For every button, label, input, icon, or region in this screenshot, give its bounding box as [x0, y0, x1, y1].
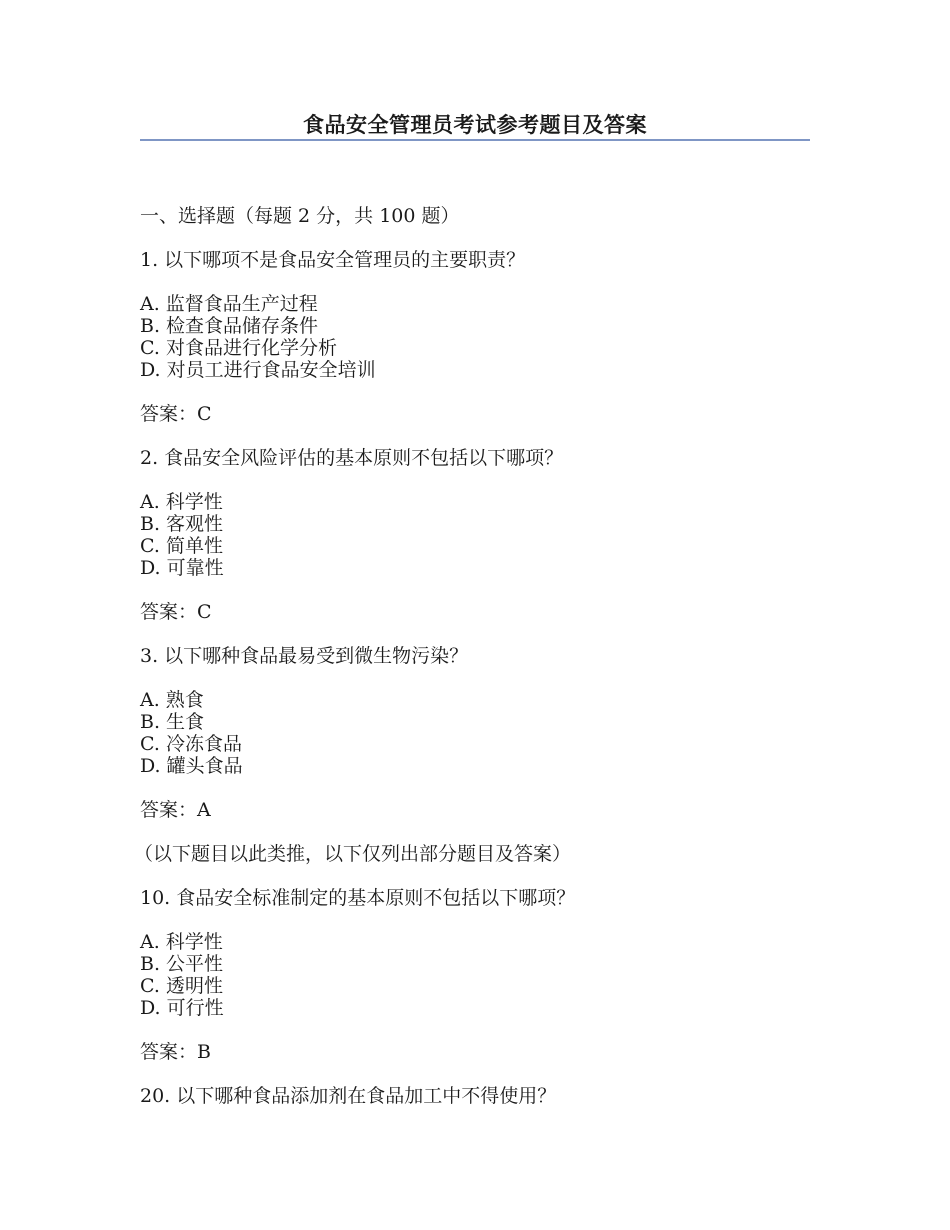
option-b: B. 检查食品储存条件: [140, 315, 319, 337]
option-b: B. 生食: [140, 711, 205, 733]
option-c: C. 对食品进行化学分析: [140, 337, 337, 359]
option-c: C. 简单性: [140, 535, 223, 557]
option-d: D. 罐头食品: [140, 755, 243, 777]
option-list: [140, 293, 820, 381]
question-text-20: 20. 以下哪种食品添加剂在食品加工中不得使用？: [140, 1085, 557, 1107]
document-body: [134, 205, 820, 1129]
section-heading: 一、选择题（每题 2 分，共 100 题）: [140, 205, 460, 227]
option-a: A. 监督食品生产过程: [140, 293, 318, 315]
option-b: B. 客观性: [140, 513, 224, 535]
option-list: [140, 491, 820, 579]
answer-text: 答案：B: [140, 1041, 211, 1063]
answer-text: 答案：A: [140, 799, 211, 821]
option-a: A. 科学性: [140, 931, 223, 953]
title-underline: [140, 139, 810, 141]
answer-text: 答案：C: [140, 601, 212, 623]
omission-note: （以下题目以此类推，以下仅列出部分题目及答案）: [134, 843, 572, 865]
question-block-3: [140, 645, 820, 821]
option-c: C. 透明性: [140, 975, 223, 997]
option-list: [140, 689, 820, 777]
option-c: C. 冷冻食品: [140, 733, 242, 755]
document-title: 食品安全管理员考试参考题目及答案: [303, 112, 647, 137]
question-block-1: [140, 249, 820, 425]
question-text: 1. 以下哪项不是食品安全管理员的主要职责？: [140, 249, 526, 271]
option-d: D. 可靠性: [140, 557, 224, 579]
option-a: A. 科学性: [140, 491, 223, 513]
question-text: 2. 食品安全风险评估的基本原则不包括以下哪项？: [140, 447, 564, 469]
option-d: D. 可行性: [140, 997, 224, 1019]
option-d: D. 对员工进行食品安全培训: [140, 359, 376, 381]
answer-text: 答案：C: [140, 403, 212, 425]
question-block-10: [140, 887, 820, 1063]
question-text: 10. 食品安全标准制定的基本原则不包括以下哪项？: [140, 887, 576, 909]
option-list: [140, 931, 820, 1019]
option-b: B. 公平性: [140, 953, 224, 975]
question-text: 3. 以下哪种食品最易受到微生物污染？: [140, 645, 469, 667]
option-a: A. 熟食: [140, 689, 204, 711]
question-block-2: [140, 447, 820, 623]
